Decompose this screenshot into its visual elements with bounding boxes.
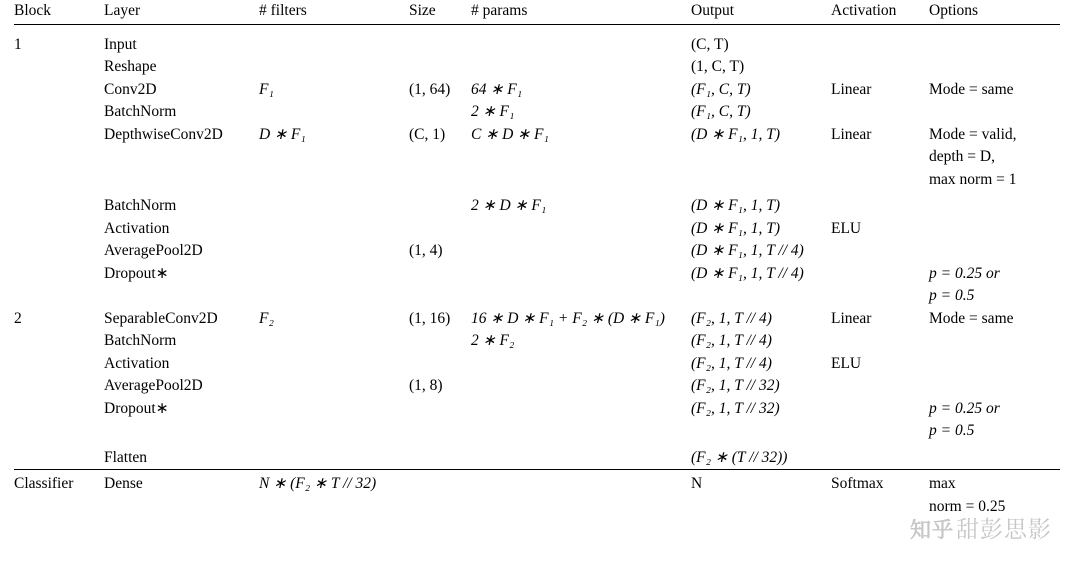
cell-layer — [104, 169, 259, 192]
table-row — [14, 447, 1060, 470]
cell-layer: Activation — [104, 219, 170, 237]
cell-size — [409, 24, 471, 56]
classifier-row-continuation — [14, 496, 1060, 519]
cell-output: (D ∗ F₁, 1, T) — [691, 197, 780, 214]
cell-layer: Conv2D — [104, 80, 157, 98]
cell-layer: Flatten — [104, 448, 148, 466]
cell-params: 16 ∗ D ∗ F₁ + F₂ ∗ (D ∗ F₁) — [471, 309, 665, 327]
classifier-row — [14, 470, 1060, 496]
cell-filters: F₁ — [259, 80, 274, 98]
cell-size — [409, 447, 471, 470]
cell-activation: Linear — [831, 309, 872, 327]
cell-layer: BatchNorm — [104, 197, 177, 214]
table-row — [14, 398, 1060, 421]
cell-options — [929, 218, 1060, 241]
cell-params — [471, 218, 691, 241]
cell-activation: ELU — [831, 219, 862, 237]
header-params: # params — [471, 2, 528, 19]
cell-output: (C, T) — [691, 35, 729, 53]
cell-params: 2 ∗ D ∗ F₁ — [471, 197, 547, 214]
cell-options: p = 0.25 or — [929, 264, 1000, 282]
cell-options — [929, 240, 1060, 263]
cell-options — [929, 375, 1060, 398]
cell-filters — [259, 285, 409, 308]
table-row — [14, 124, 1060, 147]
cell-block — [14, 195, 104, 218]
cell-activation — [831, 195, 929, 218]
cell-activation: ELU — [831, 354, 862, 372]
cell-output: (F₁, C, T) — [691, 80, 751, 98]
cell-options: p = 0.25 or — [929, 399, 1000, 417]
cell-filters: N ∗ (F₂ ∗ T // 32) — [259, 470, 409, 496]
cell-output: (1, C, T) — [691, 58, 745, 75]
cell-options — [929, 24, 1060, 56]
eegnet-architecture-table — [14, 0, 1060, 518]
cell-size — [409, 470, 471, 496]
cell-block — [14, 398, 104, 421]
cell-size — [409, 169, 471, 192]
cell-activation — [831, 398, 929, 421]
cell-options — [929, 447, 1060, 470]
table-row — [14, 146, 1060, 169]
cell-activation — [831, 420, 929, 443]
cell-size: (1, 8) — [409, 377, 443, 394]
cell-size — [409, 353, 471, 376]
cell-filters — [259, 353, 409, 376]
cell-output: (F₂, 1, T // 4) — [691, 309, 772, 327]
table-header-row — [14, 0, 1060, 23]
cell-activation: Linear — [831, 80, 872, 98]
cell-size: (1, 16) — [409, 309, 451, 327]
cell-activation — [831, 447, 929, 470]
cell-params — [471, 375, 691, 398]
cell-params: 2 ∗ F₂ — [471, 332, 515, 349]
cell-filters — [259, 263, 409, 286]
cell-size — [409, 195, 471, 218]
cell-block — [14, 56, 104, 79]
cell-output: N — [691, 470, 831, 496]
cell-params — [471, 285, 691, 308]
cell-params — [471, 24, 691, 56]
cell-layer — [104, 285, 259, 308]
cell-output: (F₂, 1, T // 4) — [691, 332, 772, 349]
cell-filters — [259, 169, 409, 192]
cell-activation — [831, 101, 929, 124]
cell-block — [14, 101, 104, 124]
cell-block — [14, 124, 104, 147]
cell-params — [471, 353, 691, 376]
cell-block — [14, 285, 104, 308]
table-body — [14, 24, 1060, 518]
cell-params — [471, 470, 691, 496]
zhihu-logo-icon: 知乎 — [910, 519, 954, 542]
cell-block — [14, 240, 104, 263]
cell-filters — [259, 56, 409, 79]
cell-size — [409, 146, 471, 169]
table-row — [14, 169, 1060, 192]
cell-activation — [831, 24, 929, 56]
cell-layer: BatchNorm — [104, 332, 177, 349]
header-layer: Layer — [104, 2, 141, 19]
cell-size: (1, 4) — [409, 242, 443, 259]
cell-output: (D ∗ F₁, 1, T // 4) — [691, 264, 804, 282]
cell-block — [14, 330, 104, 353]
table-row — [14, 24, 1060, 56]
cell-activation: Linear — [831, 125, 872, 143]
table-row — [14, 101, 1060, 124]
cell-size — [409, 263, 471, 286]
cell-layer: AveragePool2D — [104, 242, 203, 259]
table-row — [14, 353, 1060, 376]
cell-filters — [259, 447, 409, 470]
cell-output: (D ∗ F₁, 1, T) — [691, 125, 780, 143]
cell-layer — [104, 420, 259, 443]
cell-filters — [259, 146, 409, 169]
table-row — [14, 218, 1060, 241]
cell-params: C ∗ D ∗ F₁ — [471, 125, 549, 143]
table-row — [14, 79, 1060, 102]
cell-layer: DepthwiseConv2D — [104, 125, 223, 143]
cell-params — [471, 146, 691, 169]
cell-options: depth = D, — [929, 148, 995, 165]
cell-output: (D ∗ F₁, 1, T // 4) — [691, 242, 804, 259]
cell-layer: Reshape — [104, 58, 157, 75]
cell-options: p = 0.5 — [929, 287, 975, 304]
cell-activation: Softmax — [831, 470, 929, 496]
cell-options: Mode = same — [929, 309, 1014, 327]
cell-activation — [831, 263, 929, 286]
cell-filters — [259, 101, 409, 124]
cell-params: 2 ∗ F₁ — [471, 103, 515, 120]
cell-layer: BatchNorm — [104, 103, 177, 120]
cell-options: p = 0.5 — [929, 422, 975, 439]
cell-filters: D ∗ F₁ — [259, 125, 306, 143]
header-block: Block — [14, 2, 52, 19]
cell-layer — [104, 146, 259, 169]
cell-options — [929, 56, 1060, 79]
table-row — [14, 308, 1060, 331]
cell-block — [14, 420, 104, 443]
cell-options — [929, 353, 1060, 376]
cell-params — [471, 447, 691, 470]
cell-block — [14, 353, 104, 376]
cell-filters — [259, 398, 409, 421]
cell-params: 64 ∗ F₁ — [471, 80, 523, 98]
cell-block: Classifier — [14, 470, 104, 496]
cell-activation — [831, 240, 929, 263]
cell-output: (F₁, C, T) — [691, 103, 751, 120]
table-row — [14, 420, 1060, 443]
cell-layer: Dropout∗ — [104, 399, 169, 417]
cell-output: (F₂, 1, T // 32) — [691, 377, 780, 394]
header-output: Output — [691, 2, 735, 19]
cell-filters — [259, 195, 409, 218]
cell-output: (F₂, 1, T // 32) — [691, 399, 780, 417]
watermark-text: 甜彭思影 — [956, 516, 1052, 542]
cell-options: Mode = same — [929, 80, 1014, 98]
cell-options — [929, 101, 1060, 124]
cell-size — [409, 101, 471, 124]
cell-filters — [259, 218, 409, 241]
header-filters: # filters — [259, 2, 307, 19]
cell-options-2: norm = 0.25 — [929, 497, 1006, 515]
cell-filters — [259, 330, 409, 353]
cell-size — [409, 218, 471, 241]
cell-params — [471, 263, 691, 286]
cell-activation — [831, 56, 929, 79]
cell-block — [14, 218, 104, 241]
cell-options: Mode = valid, — [929, 125, 1017, 143]
cell-layer: Activation — [104, 354, 170, 372]
cell-activation — [831, 285, 929, 308]
cell-block — [14, 169, 104, 192]
cell-params — [471, 56, 691, 79]
cell-layer: Dense — [104, 470, 259, 496]
cell-filters: F₂ — [259, 309, 274, 327]
cell-params — [471, 169, 691, 192]
cell-size: (C, 1) — [409, 125, 446, 143]
cell-options: max — [929, 470, 1060, 496]
cell-size — [409, 330, 471, 353]
cell-layer: AveragePool2D — [104, 377, 203, 394]
cell-output: (F₂, 1, T // 4) — [691, 354, 772, 372]
cell-layer: Input — [104, 35, 137, 53]
cell-size — [409, 56, 471, 79]
cell-output — [691, 285, 831, 308]
table-row — [14, 263, 1060, 286]
cell-filters — [259, 375, 409, 398]
cell-size — [409, 398, 471, 421]
cell-options — [929, 195, 1060, 218]
cell-size — [409, 420, 471, 443]
table-row — [14, 195, 1060, 218]
table-row — [14, 285, 1060, 308]
table-row — [14, 56, 1060, 79]
cell-activation — [831, 330, 929, 353]
cell-output — [691, 146, 831, 169]
cell-activation — [831, 169, 929, 192]
cell-activation — [831, 146, 929, 169]
cell-block — [14, 447, 104, 470]
cell-options — [929, 330, 1060, 353]
cell-filters — [259, 240, 409, 263]
cell-output — [691, 169, 831, 192]
cell-filters — [259, 420, 409, 443]
cell-params — [471, 420, 691, 443]
cell-output: (F₂ ∗ (T // 32)) — [691, 448, 788, 466]
cell-activation — [831, 375, 929, 398]
cell-block — [14, 146, 104, 169]
cell-block — [14, 263, 104, 286]
cell-block: 1 — [14, 35, 22, 53]
cell-filters — [259, 24, 409, 56]
cell-block: 2 — [14, 309, 22, 327]
cell-params — [471, 398, 691, 421]
cell-size — [409, 285, 471, 308]
cell-layer: Dropout∗ — [104, 264, 169, 282]
cell-block — [14, 79, 104, 102]
header-activation: Activation — [831, 2, 897, 19]
cell-output — [691, 420, 831, 443]
table-row — [14, 330, 1060, 353]
table-row — [14, 375, 1060, 398]
header-size: Size — [409, 2, 436, 19]
cell-options: max norm = 1 — [929, 170, 1017, 188]
cell-params — [471, 240, 691, 263]
table-row — [14, 240, 1060, 263]
header-options: Options — [929, 2, 979, 19]
cell-output: (D ∗ F₁, 1, T) — [691, 219, 780, 237]
cell-layer: SeparableConv2D — [104, 309, 218, 327]
cell-size: (1, 64) — [409, 80, 451, 98]
cell-block — [14, 375, 104, 398]
